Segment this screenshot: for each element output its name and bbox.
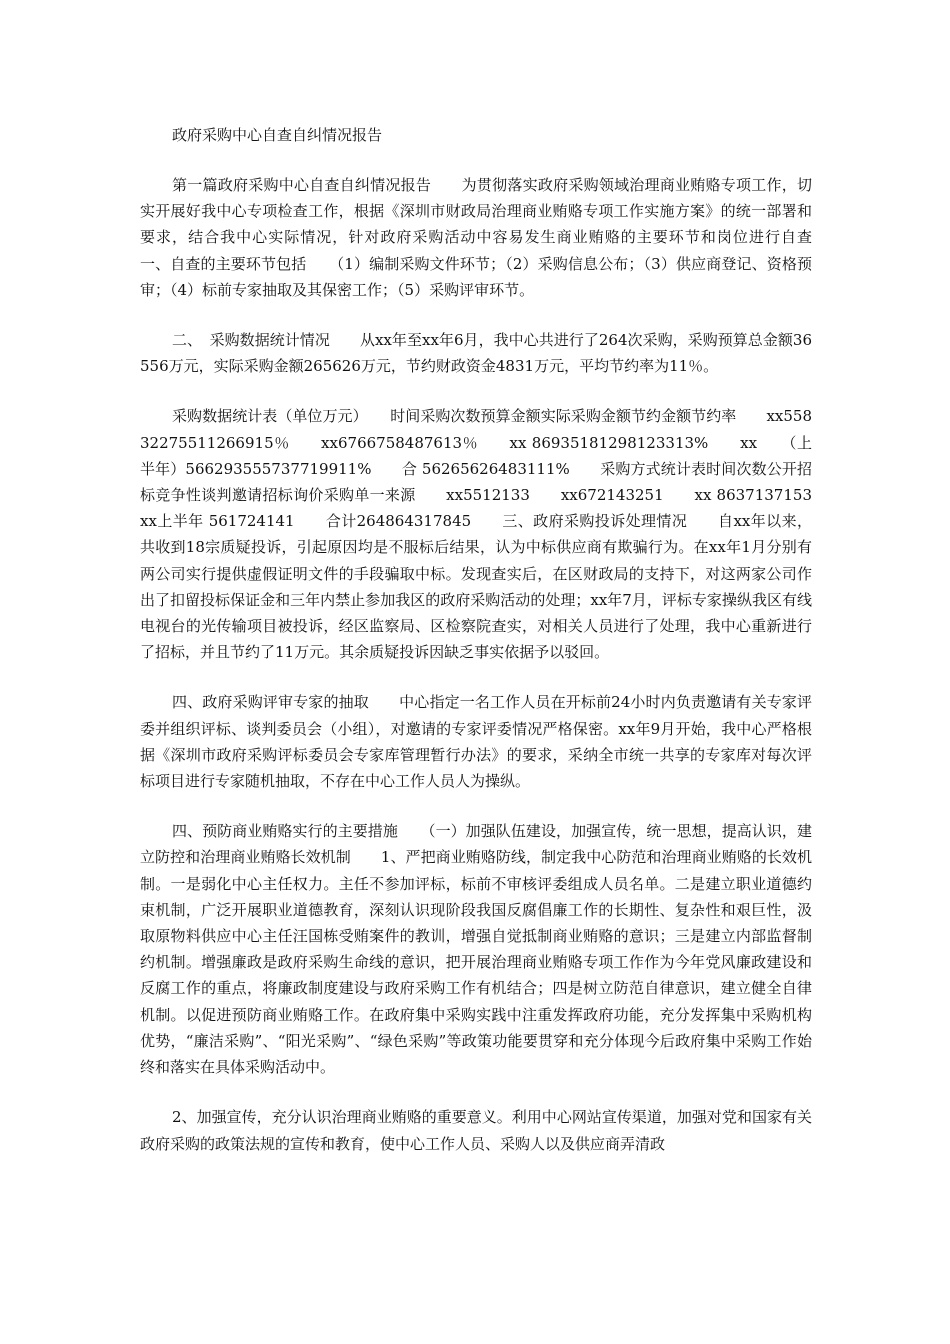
document-body <box>140 122 843 1181</box>
document-title: 政府采购中心自查自纠情况报告 <box>172 126 383 144</box>
paragraph-publicity: 2、加强宣传，充分认识治理商业贿赂的重要意义。利用中心网站宣传渠道，加强对党和国家有关政府采购的政策法规的宣传和教育，使中心工作人员、采购人以及供应商弄清政 <box>140 1108 812 1153</box>
paragraph-intro: 第一篇政府采购中心自查自纠情况报告 为贯彻落实政府采购领域治理商业贿赂专项工作，切实开展好我中心专项检查工作，根据《深圳市财政局治理商业贿赂专项工作实施方案》的统一部署和要求，结合我中心实际情况，针对政府采购活动中容易发生商业贿赂的主要环节和岗位进行自查 一、自查的主要环节包括 （1）编制采购文件环节；（2）采购信息公布；（3）供应商登记、资格预审；（4）标前专家抽取及其保密工作；（5）采购评审环节。 <box>140 176 843 299</box>
paragraph-statistics: 二、 采购数据统计情况 从xx年至xx年6月，我中心共进行了264次采购，采购预算总金额36556万元，实际采购金额265626万元，节约财政资金4831万元，平均节约率为11％。 <box>140 331 812 376</box>
paragraph-prevention-measures: 四、预防商业贿赂实行的主要措施 （一）加强队伍建设，加强宣传，统一思想，提高认识，建立防控和治理商业贿赂长效机制 1、严把商业贿赂防线，制定我中心防范和治理商业贿赂的长效机制。一是弱化中心主任权力。主任不参加评标，标前不审核评委组成人员名单。二是建立职业道德约束机制，广泛开展职业道德教育，深刻认识现阶段我国反腐倡廉工作的长期性、复杂性和艰巨性，汲取原物料供应中心主任汪国栋受贿案件的教训，增强自觉抵制商业贿赂的意识；三是建立内部监督制约机制。增强廉政是政府采购生命线的意识，把开展治理商业贿赂专项工作作为今年党风廉政建设和反腐工作的重点，将廉政制度建设与政府采购工作有机结合；四是树立防范自律意识，建立健全自律机制。以促进预防商业贿赂工作。在政府集中采购实践中注重发挥政府功能，充分发挥集中采购机构优势，“廉洁采购”、“阳光采购”、“绿色采购”等政策功能要贯穿和充分体现今后政府集中采购工作始终和落实在具体采购活动中。 <box>140 822 812 1077</box>
paragraph-expert-selection: 四、政府采购评审专家的抽取 中心指定一名工作人员在开标前24小时内负责邀请有关专家评委并组织评标、谈判委员会（小组），对邀请的专家评委情况严格保密。xx年9月开始，我中心严格根据《深圳市政府采购评标委员会专家库管理暂行办法》的要求，采纳全市统一共享的专家库对每次评标项目进行专家随机抽取，不存在中心工作人员人为操纵。 <box>140 693 812 791</box>
paragraph-tables-complaints: 采购数据统计表（单位万元） 时间采购次数预算金额实际采购金额节约金额节约率 xx55832275511266915％ xx6766758487613％ xx 86935181298123313% xx （上半年）566293555737719911% 合 56265626483111% 采购方式统计表时间次数公开招标竞争性谈判邀请招标询价采购单一来源 xx5512133 xx672143251 xx 8637137153 xx上半年 561724141 合计264864317845 三、政府采购投诉处理情况 自xx年以来，共收到18宗质疑投诉，引起原因均是不服标后结果，认为中标供应商有欺骗行为。在xx年1月分别有两公司实行提供虚假证明文件的手段骗取中标。发现查实后，在区财政局的支持下，对这两家公司作出了扣留投标保证金和三年内禁止参加我区的政府采购活动的处理；xx年7月，评标专家操纵我区有线电视台的光传输项目被投诉，经区监察局、区检察院查实，对相关人员进行了处理，我中心重新进行了招标，并且节约了11万元。其余质疑投诉因缺乏事实依据予以驳回。 <box>140 407 843 662</box>
